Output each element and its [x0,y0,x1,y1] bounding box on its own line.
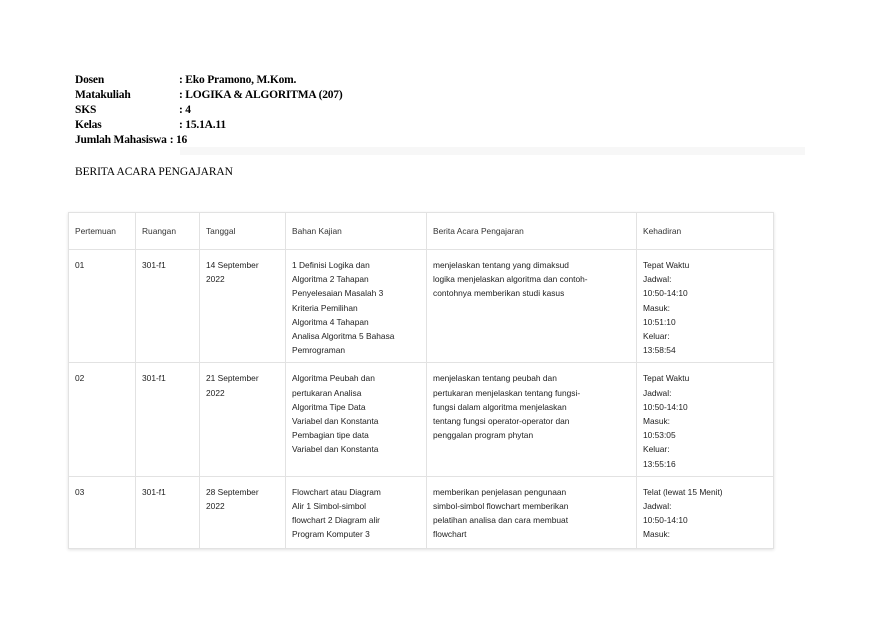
kehadiran-cell [637,363,774,476]
dosen-label: Dosen [75,74,105,86]
column-header: Bahan Kajian [286,213,427,250]
cell-line: Alir 1 Simbol-simbol [292,501,366,512]
cell-line: Flowchart atau Diagram [292,486,381,497]
ruangan-cell: 301-f1 [136,476,200,548]
cell-line: memberikan penjelasan pengunaan [433,486,567,497]
sks-value: : 4 [179,104,191,116]
column-header: Kehadiran [637,213,774,250]
cell-line: 10:50-14:10 [643,288,688,299]
column-header: Berita Acara Pengajaran [427,213,637,250]
cell-line: Algoritma 4 Tahapan [292,316,369,327]
cell-line: flowchart [433,529,467,540]
cell-line: Masuk: [643,416,670,427]
cell-line: 14 September [206,260,259,270]
cell-line: Algoritma Peubah dan [292,373,375,384]
cell-line: fungsi dalam algoritma menjelaskan [433,401,567,412]
cell-line: 13:58:54 [643,345,676,356]
cell-line: Keluar: [643,331,670,342]
cell-line: Tepat Waktu [643,260,690,270]
cell-line: Jadwal: [643,274,672,285]
dosen-row [75,73,342,88]
cell-line: Keluar: [643,444,670,455]
berita-acara-cell [427,363,637,476]
cell-line: Telat (lewat 15 Menit) [643,486,723,497]
dosen-value: : Eko Pramono, M.Kom. [179,74,297,86]
column-header: Ruangan [136,213,200,250]
kehadiran-cell [637,250,774,363]
kelas-value: : 15.1A.11 [179,119,226,131]
jumlah-mahasiswa-row [75,133,342,148]
cell-line: Pembagian tipe data [292,430,369,441]
matakuliah-row [75,88,342,103]
pertemuan-cell: 02 [69,363,136,476]
matakuliah-value: : LOGIKA & ALGORITMA (207) [179,89,343,101]
bahan-kajian-cell [286,363,427,476]
cell-line: pertukaran Analisa [292,387,362,398]
tanggal-cell [200,250,286,363]
column-header: Tanggal [200,213,286,250]
sks-row [75,103,342,118]
cell-line: 10:53:05 [643,430,676,441]
sks-label: SKS [75,104,97,116]
ruangan-cell: 301-f1 [136,363,200,476]
cell-line: flowchart 2 Diagram alir [292,515,380,526]
cell-line: Masuk: [643,529,670,540]
cell-line: 28 September [206,486,259,497]
cell-line: Variabel dan Konstanta [292,416,379,427]
matakuliah-label: Matakuliah [75,89,131,101]
cell-line: logika menjelaskan algoritma dan contoh- [433,274,588,285]
kehadiran-cell [637,476,774,548]
pertemuan-cell: 03 [69,476,136,548]
cell-line: Kriteria Pemilihan [292,302,358,313]
cell-line: pertukaran menjelaskan tentang fungsi- [433,387,581,398]
cell-line: Pemrograman [292,345,346,356]
tanggal-cell [200,363,286,476]
berita-acara-cell [427,250,637,363]
table-row [69,250,774,363]
cell-line: menjelaskan tentang yang dimaksud [433,260,569,270]
cell-line: simbol-simbol flowchart memberikan [433,501,569,512]
cell-line: 2022 [206,387,225,398]
bahan-kajian-cell [286,250,427,363]
cell-line: menjelaskan tentang peubah dan [433,373,557,384]
tanggal-cell [200,476,286,548]
table-row [69,363,774,476]
kelas-row [75,118,342,133]
cell-line: Jadwal: [643,387,672,398]
cell-line: 1 Definisi Logika dan [292,260,370,270]
cell-line: Penyelesaian Masalah 3 [292,288,384,299]
cell-line: penggalan program phytan [433,430,534,441]
cell-line: Algoritma 2 Tahapan [292,274,369,285]
ruangan-cell: 301-f1 [136,250,200,363]
cell-line: Algoritma Tipe Data [292,401,366,412]
divider-band [180,147,805,155]
cell-line: 2022 [206,501,225,512]
cell-line: tentang fungsi operator-operator dan [433,416,570,427]
jumlah-mahasiswa-value: : 16 [169,134,188,146]
cell-line: Tepat Waktu [643,373,690,384]
cell-line: Analisa Algoritma 5 Bahasa [292,331,395,342]
table-header-row [69,213,774,250]
berita-acara-table [68,212,774,549]
cell-line: 10:50-14:10 [643,401,688,412]
kelas-label: Kelas [75,119,102,131]
table-row [69,476,774,548]
pertemuan-cell: 01 [69,250,136,363]
cell-line: Masuk: [643,302,670,313]
jumlah-mahasiswa-label: Jumlah Mahasiswa [75,134,167,146]
cell-line: 10:50-14:10 [643,515,688,526]
cell-line: Jadwal: [643,501,672,512]
cell-line: 13:55:16 [643,458,676,469]
cell-line: Variabel dan Konstanta [292,444,379,455]
section-title: BERITA ACARA PENGAJARAN [75,166,233,178]
bahan-kajian-cell [286,476,427,548]
cell-line: contohnya memberikan studi kasus [433,288,565,299]
cell-line: 10:51:10 [643,316,676,327]
berita-acara-cell [427,476,637,548]
cell-line: 21 September [206,373,259,384]
column-header: Pertemuan [69,213,136,250]
cell-line: 2022 [206,274,225,285]
cell-line: Program Komputer 3 [292,529,370,540]
cell-line: pelatihan analisa dan cara membuat [433,515,569,526]
course-info-header [75,73,342,148]
